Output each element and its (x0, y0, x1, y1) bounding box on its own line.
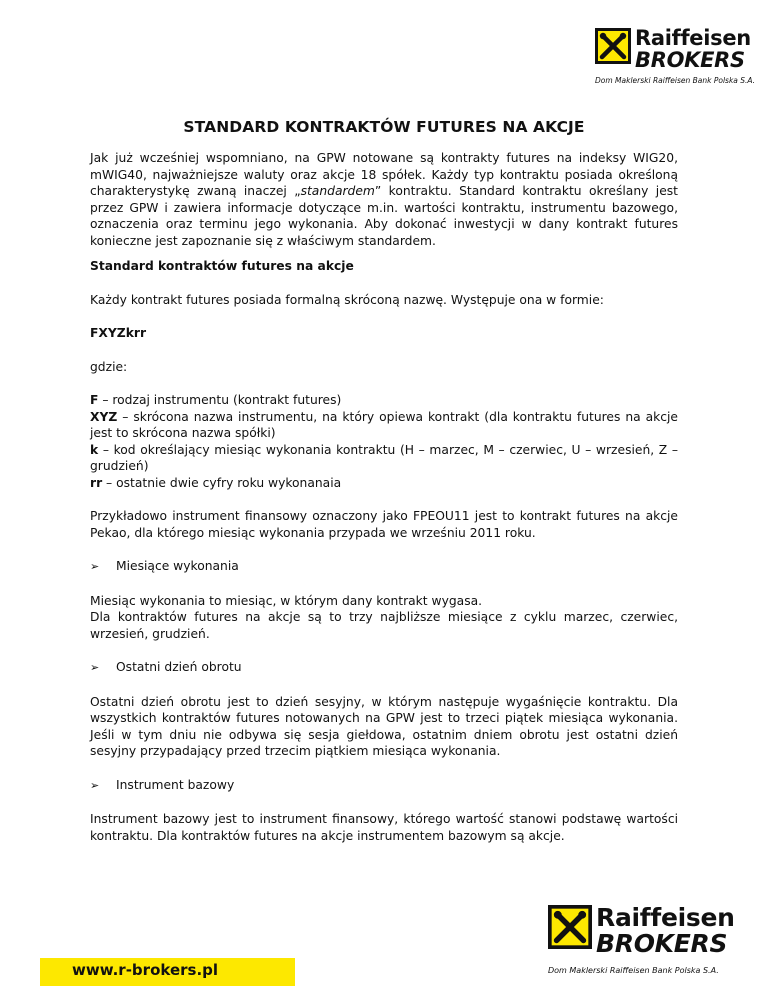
bullet-title: Miesiące wykonania (116, 559, 239, 573)
section-paragraph: Miesiąc wykonania to miesiąc, w którym dany kontrakt wygasa. (90, 593, 483, 608)
bullet-title: Ostatni dzień obrotu (116, 660, 242, 674)
intro-emphasis: standardem (300, 184, 375, 198)
gdzie-label: gdzie: (90, 359, 128, 374)
section-paragraph: Instrument bazowy jest to instrument finansowy, którego wartość stanowi podstawę wartości kontraktu. Dla kontraktów futures na akcje instrumentem bazowym są akcje. (90, 812, 678, 843)
logo-tagline: Dom Maklerski Raiffeisen Bank Polska S.A. (595, 76, 756, 85)
document-body (90, 150, 678, 844)
header-logo (595, 28, 751, 71)
definition-text: – skrócona nazwa instrumentu, na który opiewa kontrakt (dla kontraktu futures na akcje jest to skrócona nazwa spółki) (90, 409, 678, 440)
definition-term: rr (90, 475, 103, 490)
definition-item (90, 409, 678, 442)
bullet-heading-miesiace (90, 558, 678, 576)
definition-term: XYZ (90, 409, 118, 424)
logo-name-line1: Raiffeisen (596, 903, 735, 932)
page-title: STANDARD KONTRAKTÓW FUTURES NA AKCJE (183, 118, 585, 136)
footer-logo-tagline: Dom Maklerski Raiffeisen Bank Polska S.A. (548, 966, 719, 975)
definition-text: – kod określający miesiąc wykonania kontraktu (H – marzec, M – czerwiec, U – wrzesień, Z – grudzień) (90, 442, 678, 473)
section-heading: Standard kontraktów futures na akcje (90, 259, 354, 273)
intro-text-a: Jak już wcześniej wspomniano, na GPW notowane są kontrakty futures na indeksy WIG20, mWIG40, najważniejsze waluty oraz akcje 18 spółek. Każdy typ kontraktu posiada określoną charakterystykę zwaną inaczej „ (90, 151, 678, 198)
definition-text: – rodzaj instrumentu (kontrakt futures) (98, 393, 342, 407)
website-link[interactable]: www.r-brokers.pl (72, 961, 219, 979)
arrow-bullet-icon: ➢ (90, 778, 100, 792)
definition-term: F (90, 393, 99, 407)
definitions-list (90, 392, 678, 491)
intro-paragraph (90, 150, 678, 249)
arrow-bullet-icon: ➢ (90, 560, 100, 573)
raiffeisen-gable-icon (595, 28, 631, 64)
logo-name-line2: BROKERS (635, 48, 745, 72)
logo-name-line2: BROKERS (596, 929, 728, 958)
raiffeisen-gable-icon (548, 905, 592, 949)
definition-item (90, 442, 678, 475)
definition-item (90, 392, 678, 409)
definition-text: – ostatnie dwie cyfry roku wykonanaia (102, 475, 342, 490)
definition-item (90, 475, 678, 492)
arrow-bullet-icon: ➢ (90, 661, 100, 674)
bullet-heading-instrument (90, 777, 678, 795)
bullet-heading-ostatni (90, 659, 678, 677)
footer-website-bar (40, 958, 295, 986)
logo-name-line1: Raiffeisen (635, 26, 751, 50)
formula: FXYZkrr (90, 326, 147, 340)
section-paragraph: Ostatni dzień obrotu jest to dzień sesyjny, w którym następuje wygaśnięcie kontraktu. Dla wszystkich kontraktów futures notowanych na GPW jest to trzeci piątek miesiąca wykonania. Jeśli w tym dniu nie odbywa się sesja giełdowa, ostatnim dniem obrotu jest ostatni dzień sesyjny przypadający przed trzecim piątkiem miesiąca wykonania. (90, 694, 678, 758)
intro-text-b: ” kontraktu. Standard kontraktu określany jest przez GPW i zawiera informacje dotyczące m.in. wartości kontraktu, instrumentu bazowego, oznaczenia oraz terminu jego wykonania. Aby dokonać inwestycji w dany kontrakt futures konieczne jest zapoznanie się z właściwym standardem. (90, 184, 678, 248)
example-paragraph: Przykładowo instrument finansowy oznaczony jako FPEOU11 jest to kontrakt futures na akcje Pekao, dla którego miesiąc wykonania przypada we wrześniu 2011 roku. (90, 509, 678, 540)
bullet-title: Instrument bazowy (116, 777, 235, 792)
name-intro: Każdy kontrakt futures posiada formalną skróconą nazwę. Występuje ona w formie: (90, 292, 604, 307)
footer-logo (548, 905, 735, 956)
definition-term: k (90, 442, 99, 457)
section-paragraph: Dla kontraktów futures na akcje są to trzy najbliższe miesiące z cyklu marzec, czerwiec, wrzesień, grudzień. (90, 610, 678, 641)
